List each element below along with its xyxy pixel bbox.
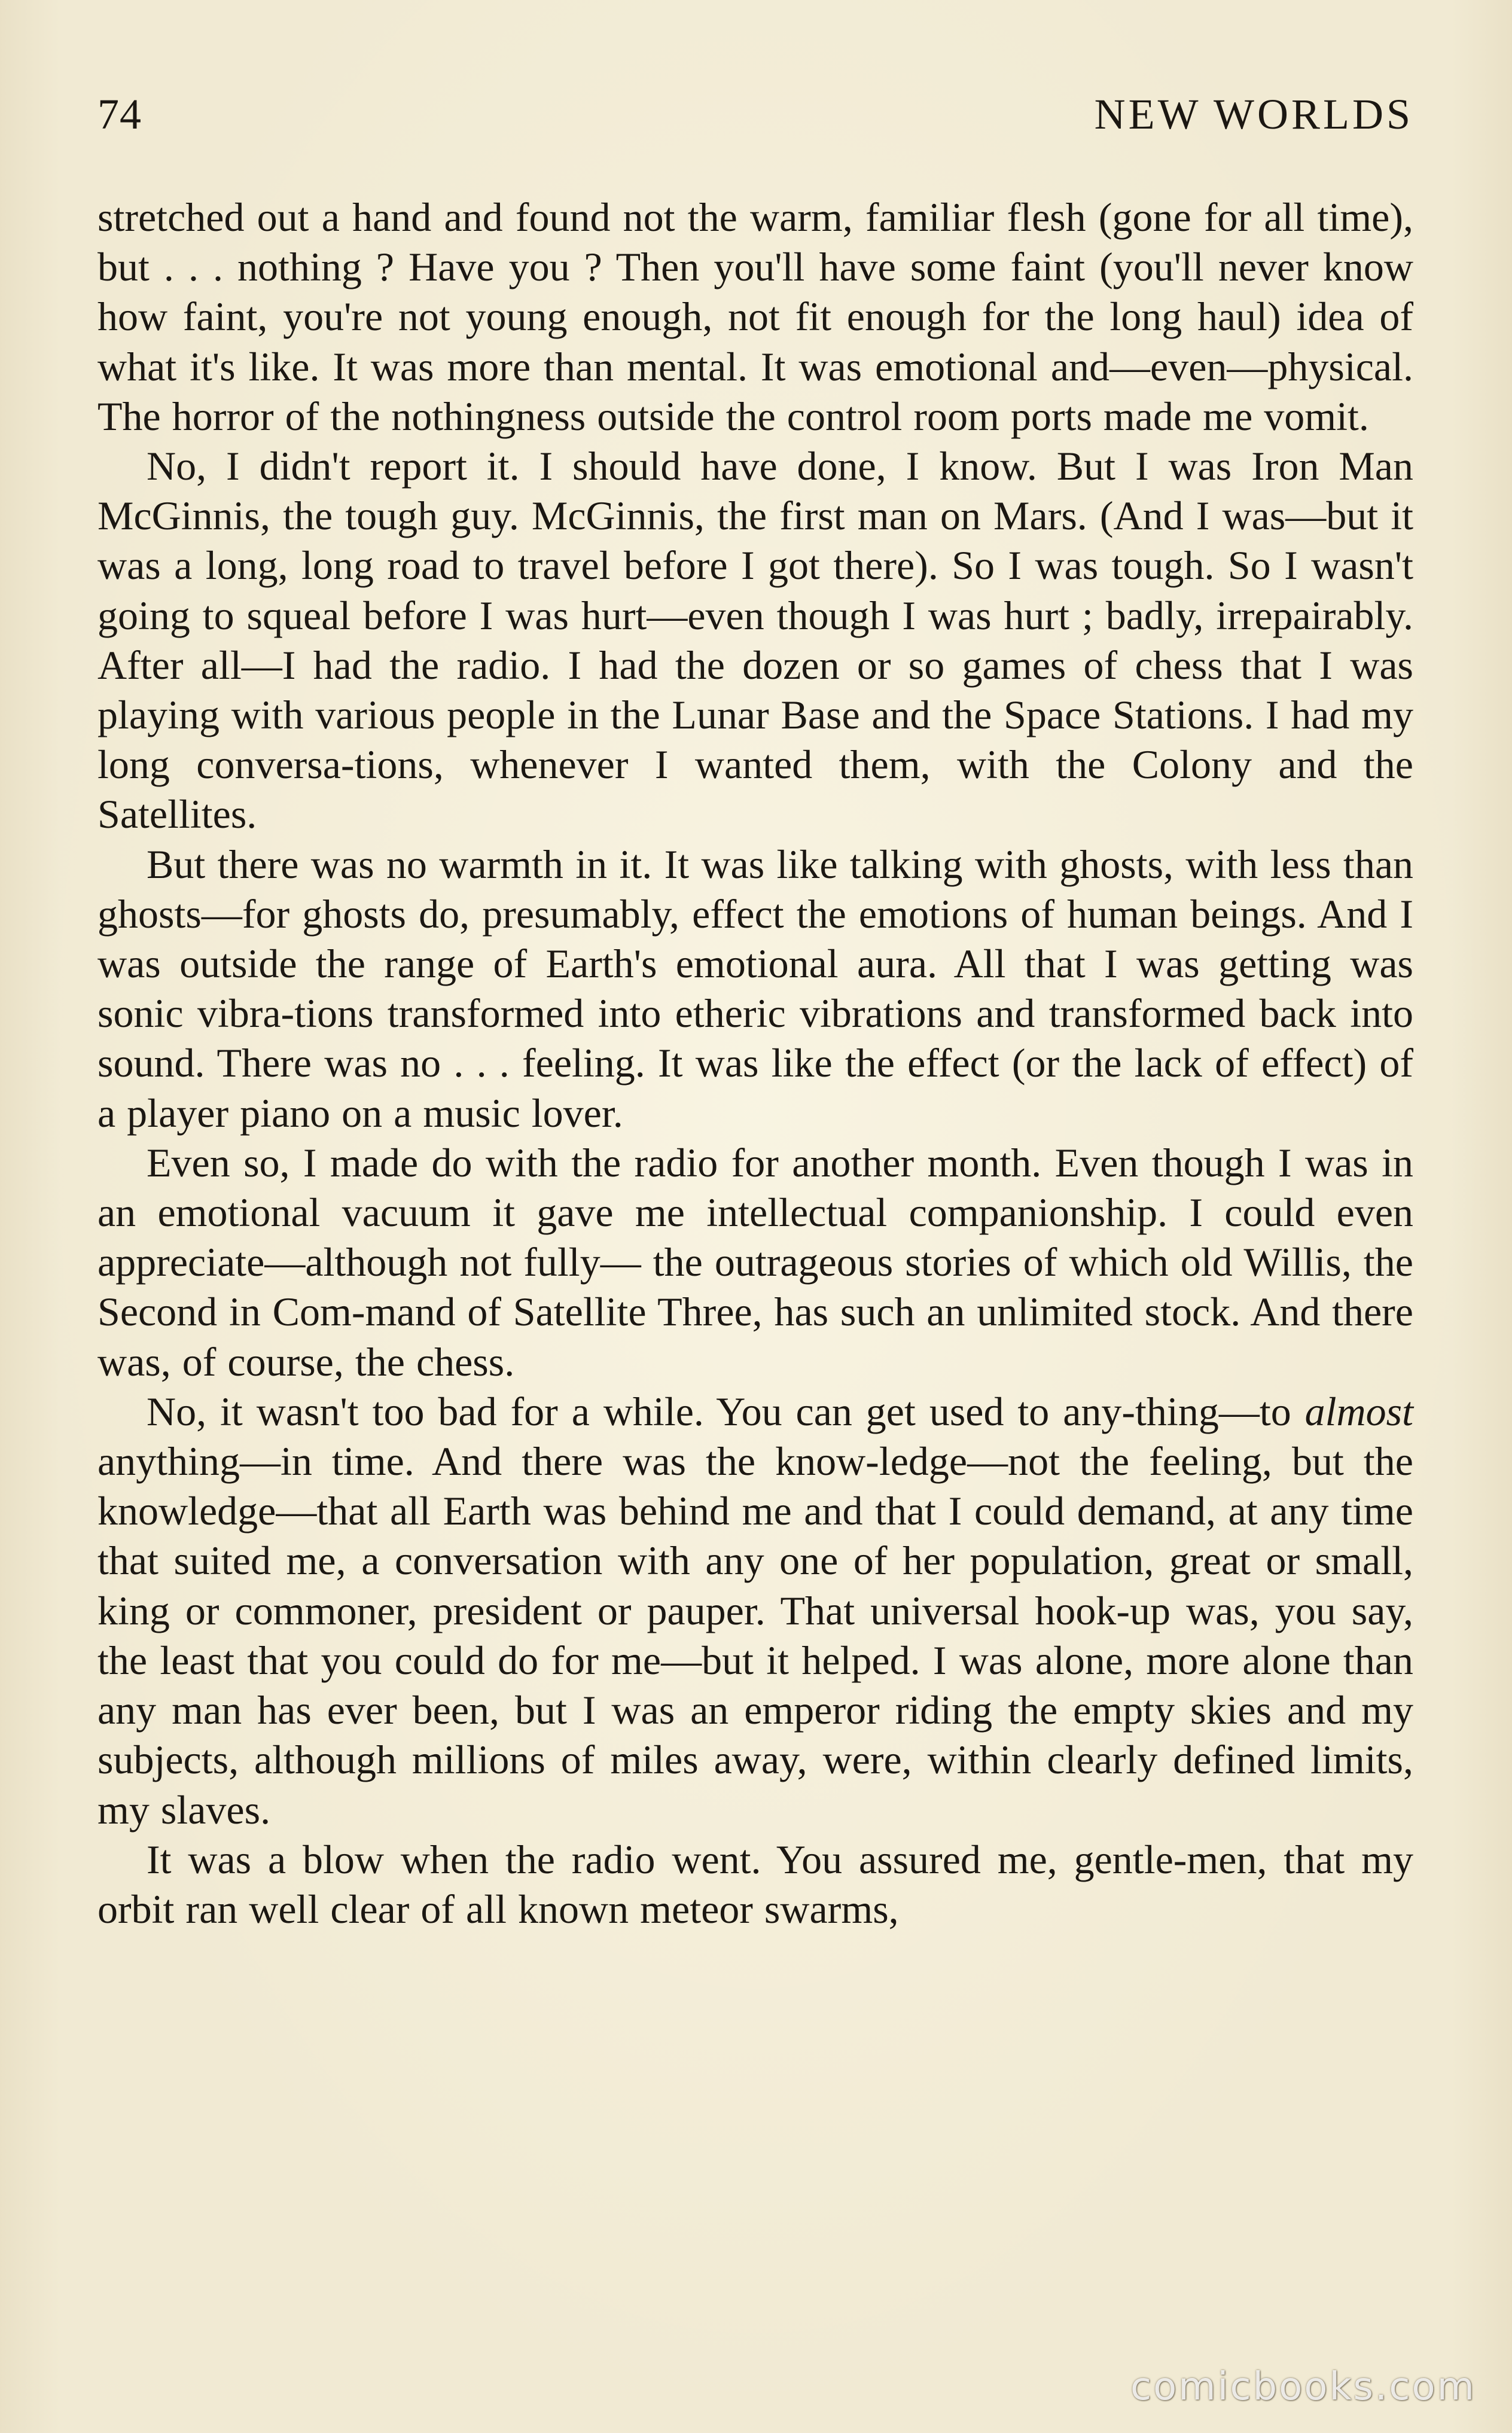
paragraph-5-rest: anything—in time. And there was the know-ledge—not the feeling, but the knowledge—that all Earth was behind me and that I could demand, at any time that suited me, a conversation with any one of her population, great or small, king or commoner, president or pauper. That universal hook-up was, you say, the least that you could do for me—but it helped. I was alone, more alone than any man has ever been, but I was an emperor riding the empty skies and my subjects, although millions of miles away, were, within clearly defined limits, my slaves. (97, 1438, 1413, 1833)
paragraph-6: It was a blow when the radio went. You assured me, gentle-men, that my orbit ran well clear of all known meteor swarms, (97, 1836, 1413, 1932)
paragraph-5 (97, 1387, 1413, 1835)
paragraph-3: But there was no warmth in it. It was like talking with ghosts, with less than ghosts—for ghosts do, presumably, effect the emotions of human beings. And I was outside the range of Earth's emotional aura. All that I was getting was sonic vibra-tions transformed into etheric vibrations and transformed back into sound. There was no . . . feeling. It was like the effect (or the lack of effect) of a player piano on a music lover. (97, 841, 1413, 1136)
paragraph-4: Even so, I made do with the radio for another month. Even though I was in an emotional vacuum it gave me intellectual companionship. I could even appreciate—although not fully— the outrageous stories of which old Willis, the Second in Com-mand of Satellite Three, has such an unlimited stock. And there was, of course, the chess. (97, 1139, 1413, 1385)
story-text (97, 193, 1413, 1934)
page-number: 74 (97, 90, 142, 138)
source-watermark: comicbooks.com (1130, 2365, 1476, 2409)
running-head (97, 90, 1413, 150)
paragraph-2: No, I didn't report it. I should have done, I know. But I was Iron Man McGinnis, the tough guy. McGinnis, the first man on Mars. (And I was—but it was a long, long road to travel before I got there). So I was tough. So I wasn't going to squeal before I was hurt—even though I was hurt ; badly, irrepairably. After all—I had the radio. I had the dozen or so games of chess that I was playing with various people in the Lunar Base and the Space Stations. I had my long conversa-tions, whenever I wanted them, with the Colony and the Satellites. (97, 443, 1413, 837)
paragraph-5-emphasis: almost (1304, 1388, 1413, 1434)
paragraph-5-lead: No, it wasn't too bad for a while. You can get used to any-thing—to (147, 1388, 1305, 1434)
paragraph-1: stretched out a hand and found not the warm, familiar flesh (gone for all time), but . . . nothing ? Have you ? Then you'll have some faint (you'll never know how faint, you're not young enough, not fit enough for the long haul) idea of what it's like. It was more than mental. It was emotional and—even—physical. The horror of the nothingness outside the control room ports made me vomit. (97, 194, 1413, 439)
journal-title: NEW WORLDS (1094, 90, 1413, 138)
